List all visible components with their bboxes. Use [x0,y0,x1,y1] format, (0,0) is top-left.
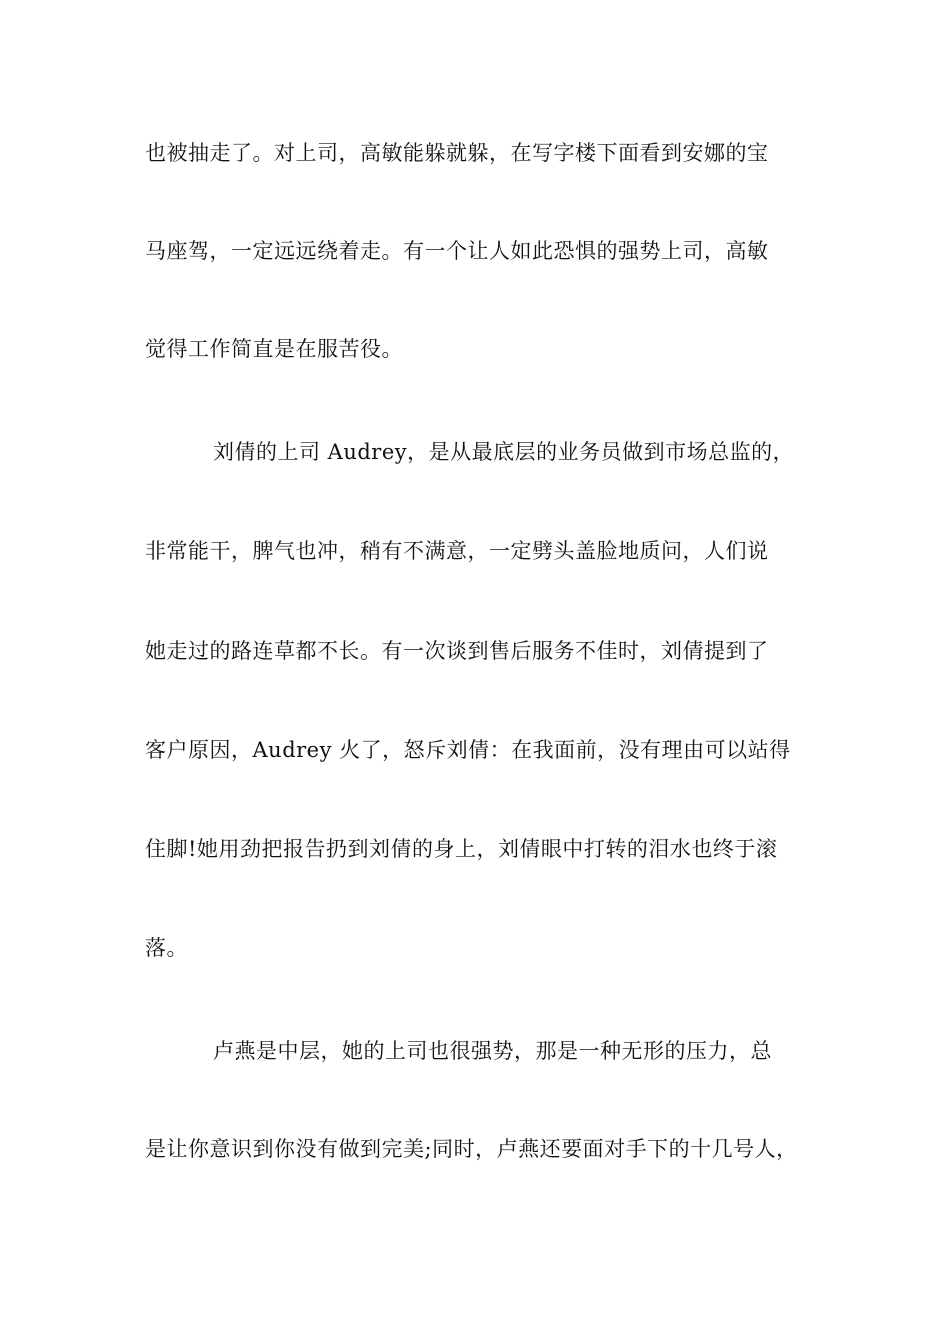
paragraph-start-line: 刘倩的上司 Audrey，是从最底层的业务员做到市场总监的， [213,440,795,464]
text-line: 客户原因，Audrey 火了，怒斥刘倩：在我面前，没有理由可以站得 [145,738,791,762]
text-line: 她走过的路连草都不长。有一次谈到售后服务不佳时，刘倩提到了 [145,639,769,663]
text-line: 是让你意识到你没有做到完美;同时，卢燕还要面对手下的十几号人， [145,1137,798,1161]
text-line: 非常能干，脾气也冲，稍有不满意，一定劈头盖脸地质问，人们说 [145,539,769,563]
text-line: 也被抽走了。对上司，高敏能躲就躲，在写字楼下面看到安娜的宝 [145,141,769,165]
text-line: 马座驾，一定远远绕着走。有一个让人如此恐惧的强势上司，高敏 [145,239,769,263]
text-line: 觉得工作简直是在服苦役。 [145,337,403,361]
text-line: 住脚!她用劲把报告扔到刘倩的身上，刘倩眼中打转的泪水也终于滚 [145,837,778,861]
text-line: 落。 [145,936,188,960]
paragraph-start-line: 卢燕是中层，她的上司也很强势，那是一种无形的压力，总 [213,1039,772,1063]
